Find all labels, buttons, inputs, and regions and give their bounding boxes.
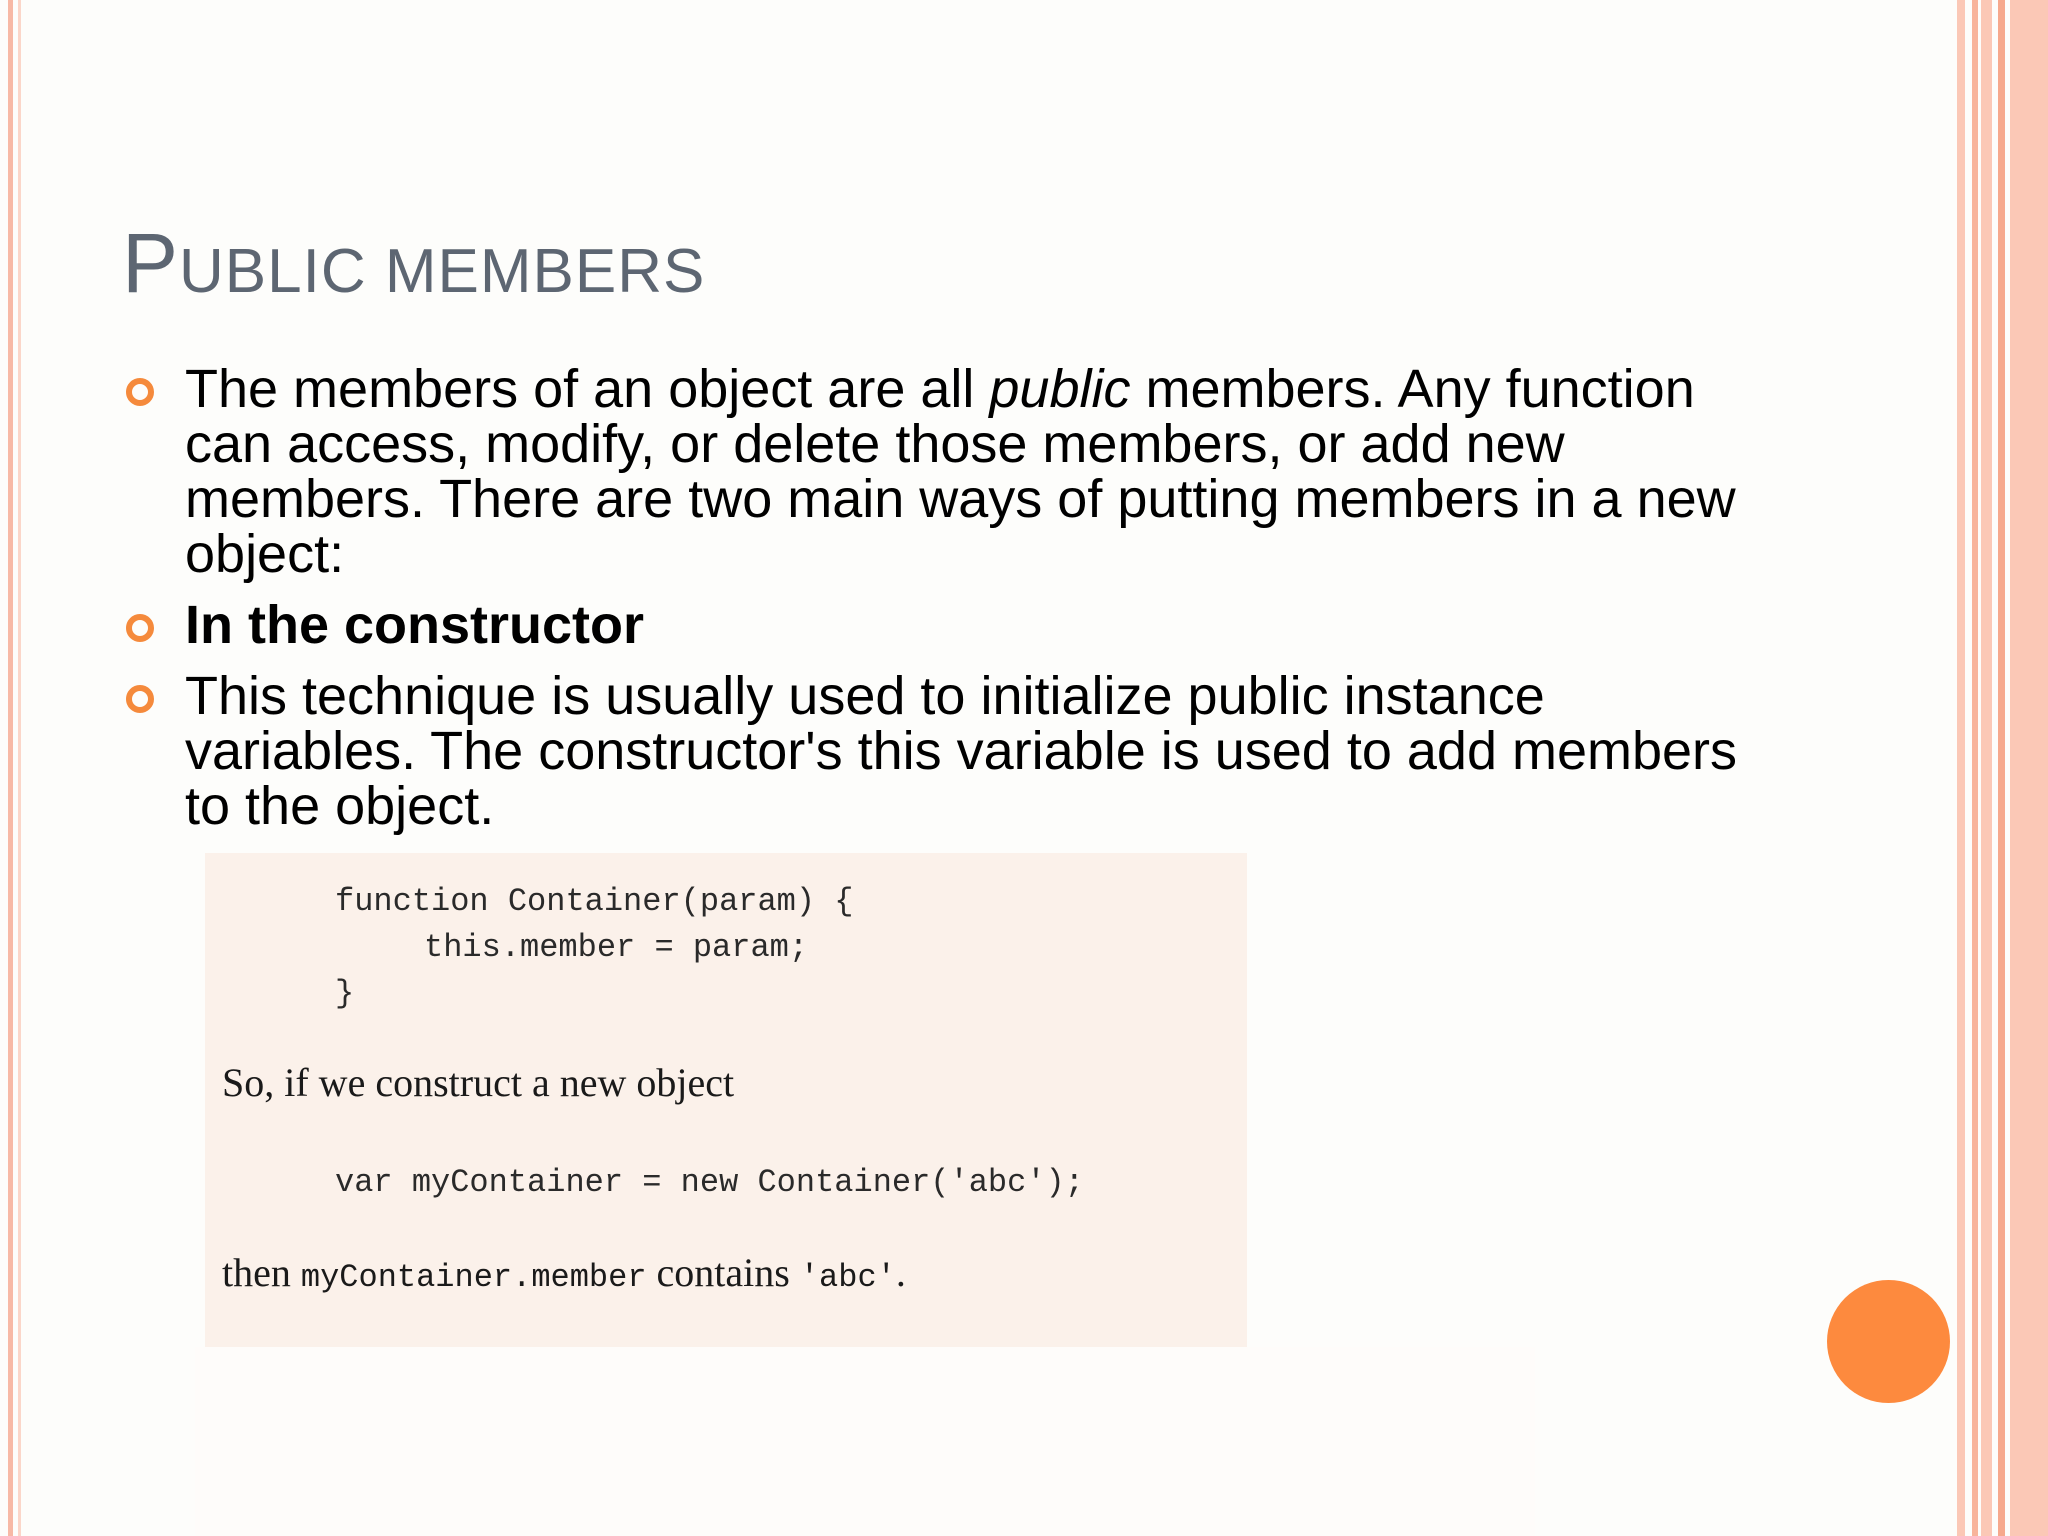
- right-stripe: [1957, 0, 1965, 1536]
- title-initial: P: [122, 216, 180, 310]
- explanation-text: So, if we construct a new object: [222, 1060, 735, 1105]
- result-text-part: then: [222, 1250, 301, 1295]
- code-line: this.member = param;: [424, 929, 809, 966]
- bullet-item: [122, 666, 1762, 836]
- result-text-part: contains: [646, 1250, 800, 1295]
- bullet-list: [122, 359, 1762, 836]
- right-stripe: [1998, 0, 2005, 1536]
- result-code-part: 'abc': [799, 1259, 896, 1296]
- faint-background-column: [195, 1347, 1535, 1536]
- left-border-line-inner: [18, 0, 21, 1536]
- right-stripe: [1972, 0, 1978, 1536]
- result-code-part: myContainer.member: [300, 1259, 647, 1296]
- bullet-ring-icon: [126, 378, 154, 406]
- bullet-text: This technique is usually used to initialize public instance variables. The constructor's this variable is used to add members to the object.: [185, 666, 1738, 836]
- right-stripe: [1981, 0, 1992, 1536]
- code-example-image: [205, 853, 1247, 1347]
- bullet-text: The members of an object are all: [185, 359, 990, 419]
- orange-circle-decoration: [1827, 1280, 1950, 1403]
- bullet-emphasis: public: [989, 359, 1131, 419]
- bullet-ring-icon: [126, 685, 154, 713]
- bullet-item: [122, 359, 1762, 584]
- code-line: }: [335, 975, 355, 1012]
- left-border-line: [8, 0, 13, 1536]
- code-line: function Container(param) {: [335, 883, 854, 920]
- right-stripe: [2010, 0, 2048, 1536]
- code-line: var myContainer = new Container('abc');: [335, 1164, 1084, 1201]
- title-rest: UBLIC MEMBERS: [179, 237, 706, 306]
- result-text-part: .: [895, 1250, 906, 1295]
- bullet-item: [122, 595, 1762, 655]
- slide-title: [122, 215, 705, 312]
- bullet-text-bold: In the constructor: [185, 595, 645, 655]
- result-text: [222, 1249, 906, 1296]
- bullet-ring-icon: [126, 614, 154, 642]
- bullet-text: members. Any function can access, modify, or delete those members, or add new members. There are two main ways of putting members in a new object:: [185, 359, 1736, 584]
